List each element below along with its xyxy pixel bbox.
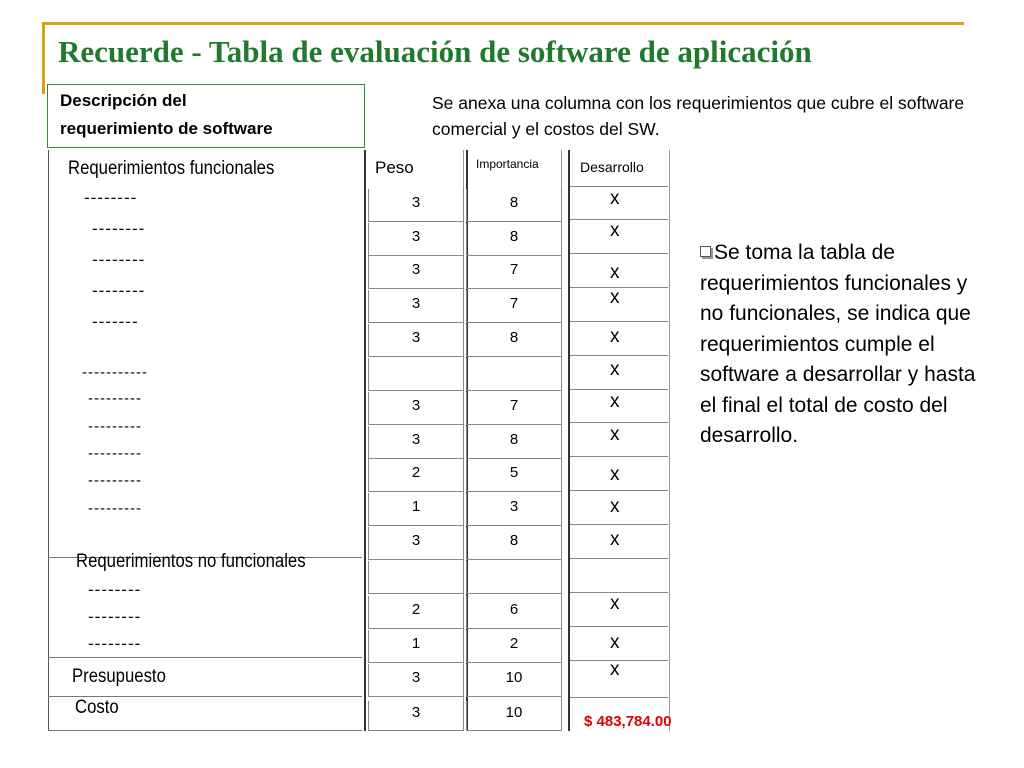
weight-cell: 3 [368,290,464,323]
importance-cell: 7 [466,256,562,289]
development-row-line [570,186,668,187]
divider-line [48,730,362,731]
development-row-line [570,389,668,390]
functional-dash-4: -------- [92,281,146,300]
weight-cell [368,358,464,391]
weight-cell: 3 [368,664,464,697]
importance-cell: 10 [466,701,562,731]
bullet-text: Se toma la tabla de requerimientos funcionales y no funcionales, se indica que requerimientos cumple el software a desarrollar y hasta el final el total de costo del desarrollo. [700,241,976,447]
weight-cell: 3 [368,256,464,289]
importance-cell: 8 [466,426,562,459]
budget-label: Presupuesto [72,666,166,687]
description-header-box [47,84,365,148]
development-row-line [570,558,668,559]
weight-cell [368,561,464,594]
functional-dash-9: --------- [88,445,142,462]
importance-cell: 8 [466,527,562,560]
importance-cell: 7 [466,290,562,323]
development-header: Desarrollo [580,159,644,175]
annex-note: Se anexa una columna con los requerimientos que cubre el software comercial y el costos del SW. [432,93,965,139]
functional-dash-5: ------- [92,312,139,331]
header-line-1: Descripción del [60,91,187,110]
weight-header: Peso [375,158,414,177]
weight-cell: 3 [368,701,464,731]
total-cost: $ 483,784.00 [584,713,672,730]
development-row-line [570,490,668,491]
header-line-2: requerimiento de software [60,119,273,138]
slide-title: Recuerde - Tabla de evaluación de software de aplicación [58,34,812,69]
non-functional-dash-2: -------- [88,607,142,626]
development-row-line [570,626,668,627]
development-check-mark: x [610,391,620,412]
weight-cell: 3 [368,527,464,560]
weight-cell: 1 [368,630,464,663]
functional-dash-1: -------- [84,188,138,207]
weight-cell: 2 [368,459,464,492]
development-check-mark: x [610,496,620,517]
development-check-mark: x [610,593,620,614]
functional-requirements-label: Requerimientos funcionales [68,158,275,179]
development-row-line [570,422,668,423]
development-check-mark: x [610,659,620,680]
divider-line [48,657,362,658]
development-row-line [570,456,668,457]
functional-dash-7: --------- [88,390,142,407]
importance-cell: 8 [466,189,562,222]
development-row-line [570,355,668,356]
frame-accent-horizontal [42,22,964,25]
importance-cell [466,561,562,594]
functional-dash-2: -------- [92,219,146,238]
development-check-mark: x [610,326,620,347]
development-row-line [570,697,668,698]
development-check-mark: x [610,632,620,653]
importance-cell: 6 [466,596,562,629]
development-check-mark: x [610,262,620,283]
development-check-mark: x [610,464,620,485]
importance-cell: 7 [466,392,562,425]
weight-cell: 3 [368,426,464,459]
square-bullet-icon [700,246,711,257]
weight-cell: 3 [368,324,464,357]
functional-dash-6: ----------- [82,364,148,381]
functional-dash-3: -------- [92,250,146,269]
development-check-mark: x [610,359,620,380]
development-check-mark: x [610,424,620,445]
development-row-line [570,253,668,254]
non-functional-dash-3: -------- [88,634,142,653]
functional-dash-8: --------- [88,418,142,435]
weight-cell: 3 [368,392,464,425]
weight-cell: 3 [368,223,464,256]
cost-label: Costo [75,697,119,718]
weight-cell: 2 [368,596,464,629]
development-row-line [570,321,668,322]
importance-cell [466,358,562,391]
development-check-mark: x [610,220,620,241]
importance-cell: 3 [466,493,562,526]
importance-cell: 8 [466,324,562,357]
importance-cell: 8 [466,223,562,256]
functional-dash-11: --------- [88,500,142,517]
importance-cell: 5 [466,459,562,492]
weight-cell: 1 [368,493,464,526]
development-check-mark: x [610,188,620,209]
importance-header: Importancia [476,157,539,171]
importance-cell: 10 [466,664,562,697]
functional-dash-10: --------- [88,472,142,489]
weight-cell: 3 [368,189,464,222]
development-row-line [570,524,668,525]
development-check-mark: x [610,287,620,308]
development-check-mark: x [610,529,620,550]
importance-cell: 2 [466,630,562,663]
non-functional-requirements-label: Requerimientos no funcionales [76,551,306,572]
non-functional-dash-1: -------- [88,580,142,599]
bullet-point [700,238,990,452]
frame-accent-vertical [42,22,45,94]
